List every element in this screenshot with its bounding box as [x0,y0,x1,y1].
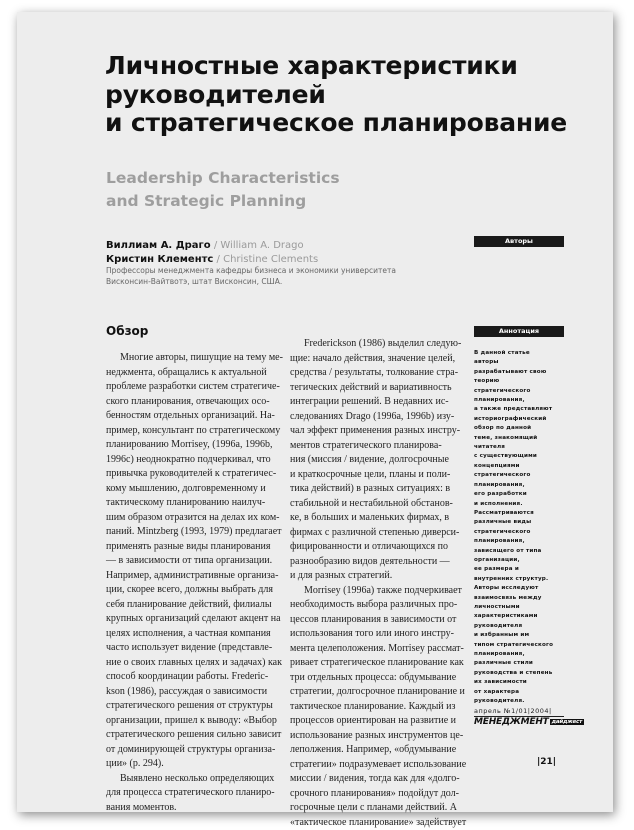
article-title-ru [105,52,585,138]
paragraph-line: стратегии, долгосрочное планирование и [290,686,465,697]
paragraph-line: следованиях Drago (1996a, 1996b) изу- [290,410,455,422]
paragraph-line: ния (миссия / видение, долгосрочные [290,454,449,465]
paragraph-line: 1996c) неоднократно подчеркивал, что [106,453,271,465]
annotation-line: стратегического [474,387,531,394]
paragraph-line: Frederickson (1986) выделил следую- [304,338,462,349]
paragraph-line: Выявлено несколько определяющих [120,772,275,784]
body-column-1 [106,351,283,815]
annotation-line: читателя [474,444,506,451]
paragraph-line: использования того или иного инстру- [290,628,454,639]
annotation-line: обзор по данной [474,425,532,432]
annotation-line: планирования, [474,538,525,545]
annotation-line: теме, знакомящий [474,434,538,441]
paragraph-line: ции, скорее всего, должны выбрать для [106,584,273,595]
paragraph-line: для процесса стратегического планиро- [106,787,275,798]
paragraph-line: срочного планирования» подойдут дол- [290,787,459,799]
annotation-line: стратегического [474,528,531,535]
annotation-line: от характера [474,688,520,695]
annotation-line: и избранным им [474,632,530,639]
paragraph-line: миссии / видения, тогда как для «долго- [290,773,460,784]
author-line [106,253,318,267]
author-name-en: William A. Drago [220,240,304,251]
annotation-line: В данной статье [474,350,530,356]
paragraph-line: планированию Morrisey, (1996a, 1996b, [106,439,273,450]
paragraph-line: стратегического решения от структуры [106,700,273,711]
annotation-line: планирования, [474,651,525,657]
annotation-label: Аннотация [474,326,564,337]
author-line [106,239,318,253]
paragraph-line: тегических действий и вариативность [290,381,452,393]
paragraph-line: паний. Mintzberg (1993, 1979) предлагает [106,526,282,537]
author-name-ru: Кристин Клементс [106,254,214,265]
body-column-2 [290,337,467,830]
paragraph-line: способ координации работы. Frederic- [106,671,269,682]
authors-label: Авторы [474,236,564,247]
annotation-line: историографический [474,415,547,422]
magazine-logo [474,717,584,727]
annotation-line: с существующими [474,453,537,460]
paragraph-line: вания моментов. [106,801,177,813]
annotation-line: Авторы исследуют [474,585,539,592]
page-number: |21| [537,757,557,767]
paragraph-line: интеграции решений. В недавних ис- [290,396,449,407]
paragraph-line: — в зависимости от типа организации. [106,555,273,566]
paragraph-line: тактическое планирование. Каждый из [290,700,456,712]
annotation-line: личностными [474,603,520,610]
paragraph-line: процессов ориентирован на развитие и [290,715,456,726]
title-line: и стратегическое планирование [105,108,568,137]
title-en-line: Leadership Characteristics [106,169,340,187]
paragraph-line: ментов стратегического планирова- [290,439,442,451]
paragraph-line: тика действий) в разных ситуациях: в [290,483,451,494]
paragraph-line: бенностям отдельных организаций. На- [106,410,275,421]
paragraph-line: пример, консультант по стратегическому [106,424,281,436]
paragraph-line: крупных организаций сделают акцент на [106,613,281,624]
author-name-en: Christine Clements [223,254,319,265]
annotation-line: Рассматриваются [474,509,534,516]
magazine-digest-badge: дайджест [551,719,583,725]
paragraph-line: от доминирующей структуры организа- [106,743,276,755]
paragraph-line: себя планирование действий, филиалы [106,598,272,610]
annotation-line: авторы [474,359,499,366]
annotation-line: концепциями [474,462,520,469]
paragraph-line: тактическому планированию наилуч- [106,497,266,508]
paragraph-line: целях исполнения, а частная компания [106,627,271,639]
paragraph-line: госрочные цели с планами действий. А [290,802,457,813]
paragraph-line: стратегии» подразумевает использование [290,758,467,770]
annotation-line: теорию [474,378,500,385]
paragraph-line: привычка руководителей к стратегичес- [106,468,277,479]
annotation-line: взаимосвязь между [474,594,542,601]
paragraph-line: применять разные виды планирования [106,540,271,552]
paragraph-line: ке, в больших и маленьких фирмах, в [290,512,450,523]
annotation-line: зависящего от типа [474,547,542,554]
paragraph-line: ривает стратегическое планирование как [290,657,464,668]
annotation-line: различные виды [474,519,532,526]
paragraph-line: стратегического решения сильно зависит [106,729,282,740]
paragraph-line: разнообразию видов деятельности — [290,555,450,567]
author-list [106,239,318,267]
paragraph-line: часто использует видение (представле- [106,642,273,653]
paragraph-line: организации, пришел к выводу: «Выбор [106,714,277,726]
paragraph-line: ции» (р. 294). [106,758,164,769]
paragraph-line: цессов планирования в зависимости от [290,613,457,625]
paragraph-line: фицированности и отличающихся по [290,541,448,552]
annotation-line: а также представляют [474,406,553,413]
paragraph-line: средства / результаты, толкование стра- [290,367,459,378]
paragraph-line: Например, административные организа- [106,569,279,581]
paragraph-line: Morrisey (1996a) также подчеркивает [304,584,462,596]
paragraph-line: мента целеположения. Morrisey рассмат- [290,642,464,654]
section-heading: Обзор [106,324,149,338]
annotation-line: планирования, [474,397,525,404]
annotation-line: их зависимости [474,679,527,686]
annotation-line: планирования, [474,481,525,488]
annotation-line: разрабатывают свою [474,368,547,375]
paragraph-line: ского планирования, отвечающих осо- [106,395,270,407]
author-separator: / [213,240,218,251]
paragraph-line: проблеме разработки систем стратегиче- [106,381,280,392]
paragraph-line: использование разных инструментов це- [290,729,464,741]
annotation-line: и исполнения. [474,500,523,507]
annotation-line: организации, [474,556,520,563]
annotation-line: стратегического [474,472,531,479]
annotation-line: руководителя. [474,698,525,705]
paragraph-line: и краткосрочные цели, планы и поли- [290,468,451,480]
author-name-ru: Виллиам А. Драго [106,240,211,251]
paragraph-line: и для разных стратегий. [290,570,393,581]
paragraph-line: кому мышлению, долговременному и [106,482,266,494]
annotation-line: характеристиками [474,613,538,620]
paragraph-line: «тактическое планирование» задействует [290,816,467,828]
annotation-line: ее размера и [474,566,519,573]
issue-info: апрель №1/01|2004| [474,706,564,717]
magazine-name: МЕНЕДЖМЕНТ [474,717,549,727]
annotation-line: различные стили [474,660,534,667]
paragraph-line: фирмах с различной степенью диверси- [290,526,460,538]
annotation-line: руководителя [474,622,523,629]
annotation-line: внутренних структур. [474,575,549,582]
paragraph-line: ние о своих главных целях и задачах) как [106,656,282,668]
annotation-text [474,349,566,706]
annotation-line: руководства и степень [474,669,553,676]
author-separator: / [216,254,220,265]
paragraph-line: шим образом отразится на делах их ком- [106,511,280,523]
paragraph-line: три отдельных процесса: обдумывание [290,671,457,683]
annotation-line: его разработки [474,491,527,498]
article-title-en [106,167,340,213]
page [17,12,613,828]
author-affiliation: Профессоры менеджмента кафедры бизнеса и экономики университета Висконсин-Вайтвотэ, штат Висконсин, США. [106,266,396,286]
title-line: руководителей [105,79,326,109]
annotation-line: типом стратегического [474,641,554,648]
paragraph-line: леполжения. Например, «обдумывание [290,744,457,755]
paragraph-line: kson (1986), рассуждая о зависимости [106,685,268,697]
paragraph-line: неджмента, обращались к актуальной [106,366,267,378]
paragraph-line: щие: начало действия, значение целей, [290,352,456,364]
paragraph-line: необходимость выбора различных про- [290,599,458,610]
title-line: Личностные характеристики [105,51,518,80]
paragraph-line: чал эффект применения разных инстру- [290,425,461,436]
title-en-line: and Strategic Planning [106,192,307,210]
paragraph-line: стабильной и нестабильной обстанов- [290,497,453,509]
paragraph-line: Многие авторы, пишущие на тему ме- [120,352,283,363]
